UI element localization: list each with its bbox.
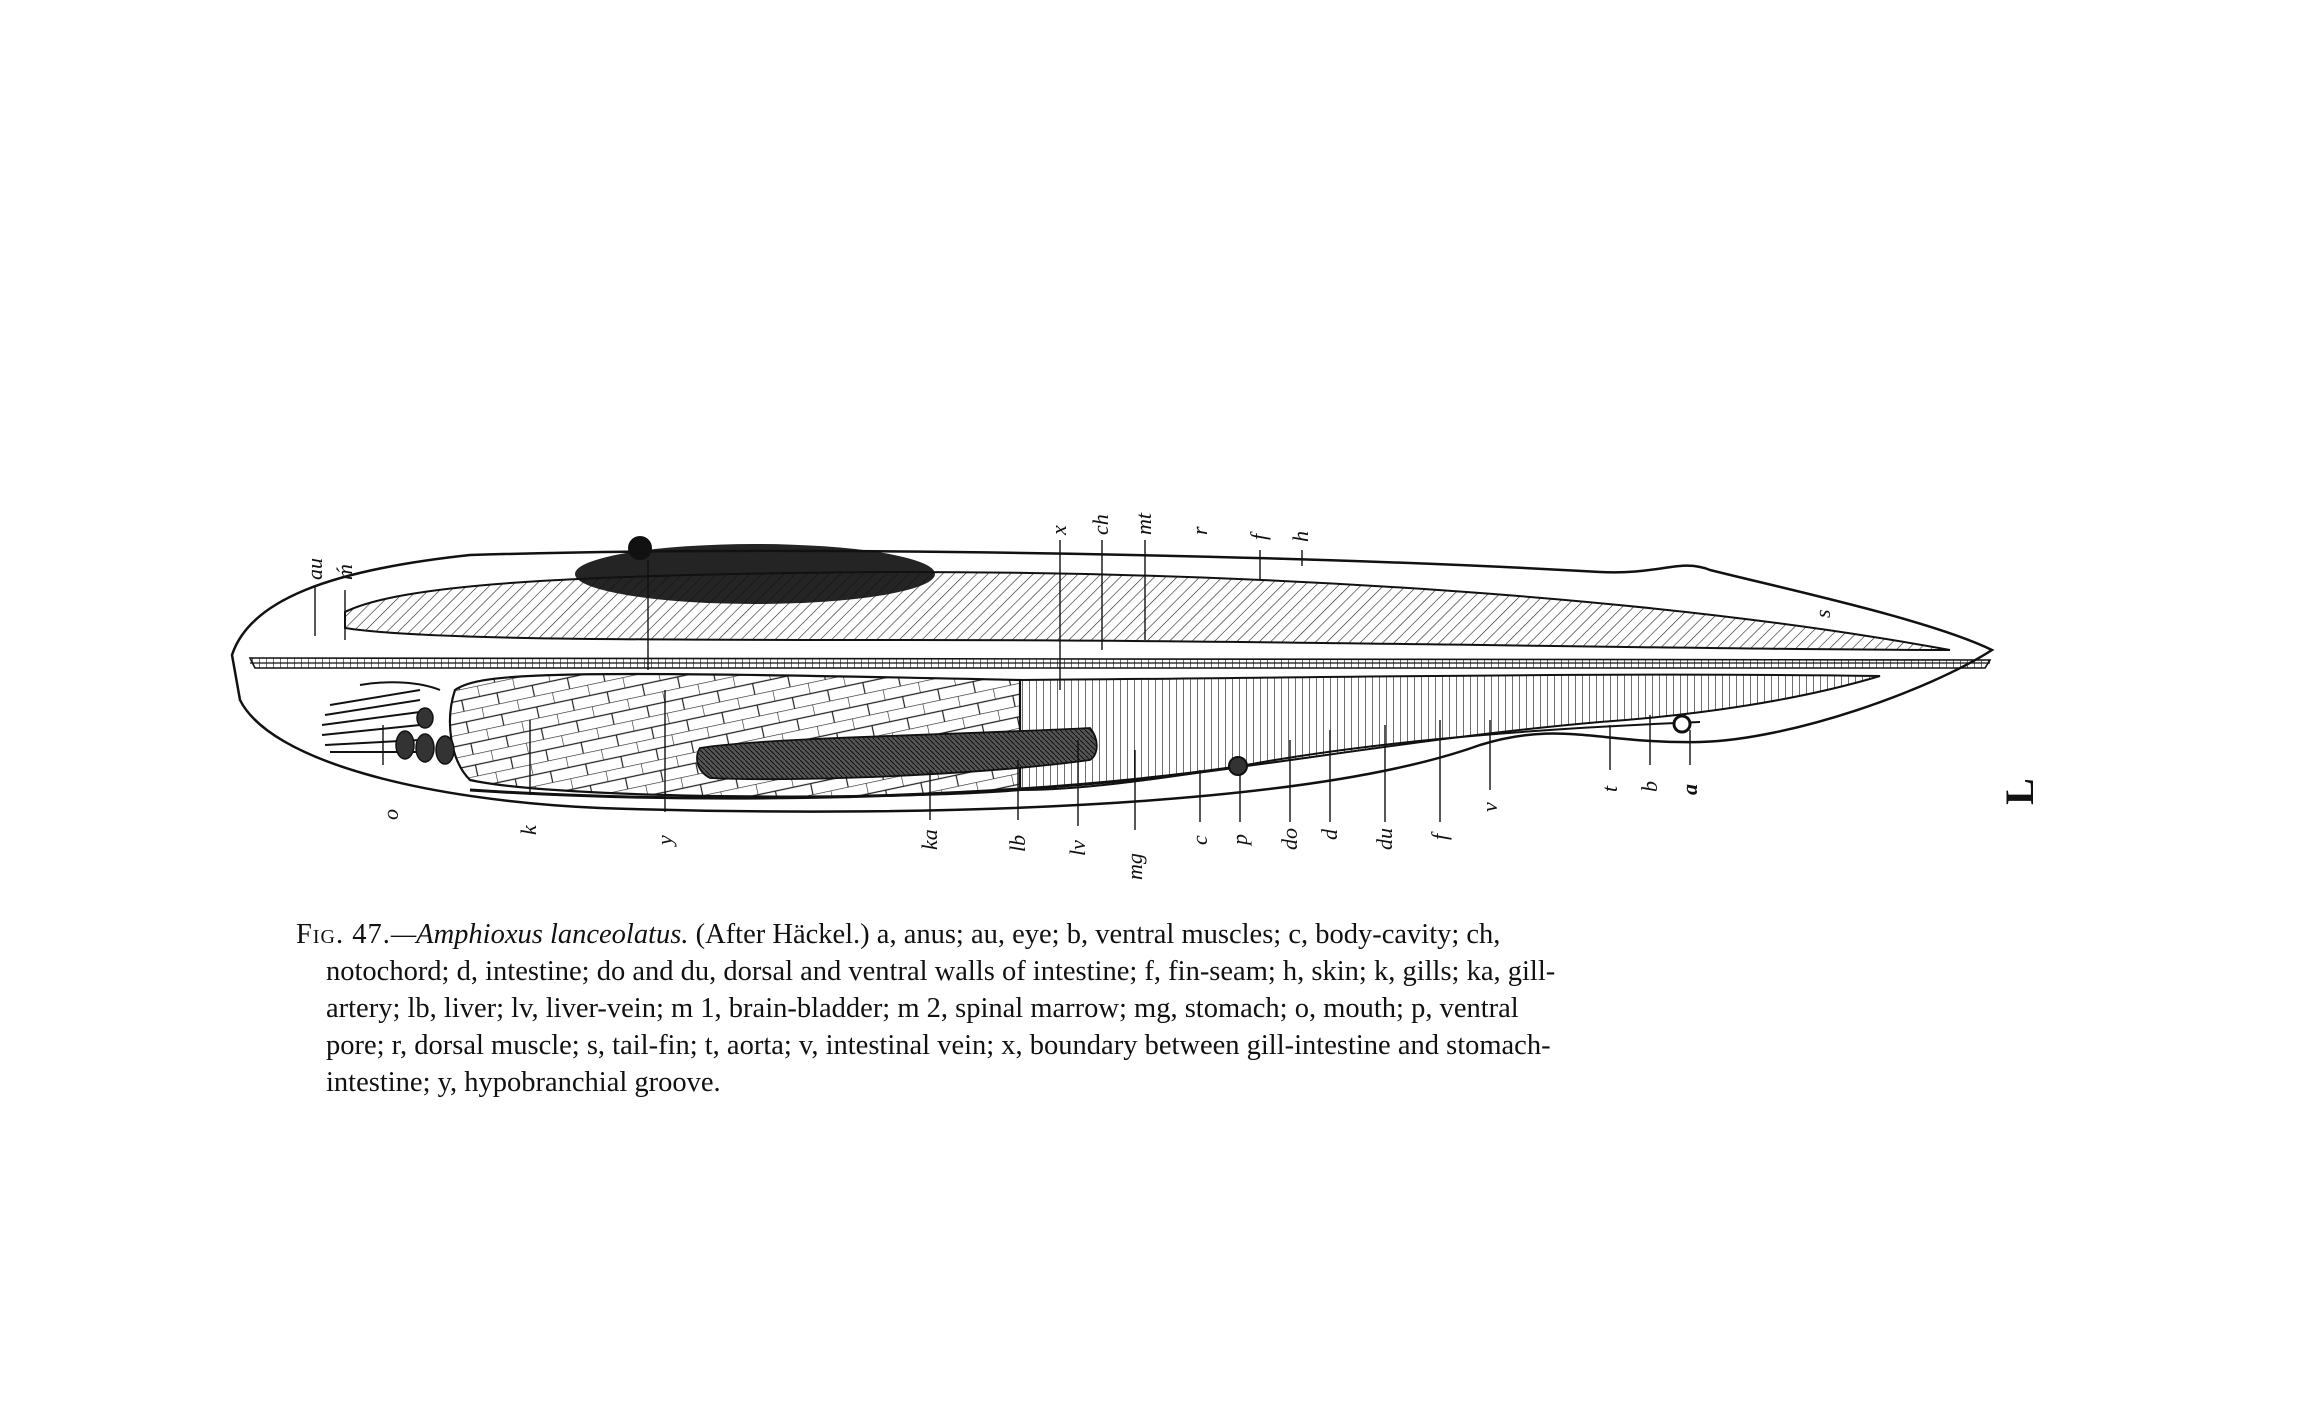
- label-r: r: [1187, 526, 1212, 535]
- figure-caption: [296, 916, 1916, 1101]
- label-p: p: [1227, 834, 1252, 845]
- label-v: v: [1477, 802, 1502, 812]
- label-k: k: [516, 825, 541, 835]
- label-mg: mg: [1122, 853, 1147, 880]
- label-m1: ḿ: [332, 564, 357, 580]
- label-o: o: [378, 809, 403, 820]
- label-f-top: f: [1246, 533, 1271, 540]
- label-lb: lb: [1005, 834, 1030, 852]
- ink-blot-top: [628, 536, 652, 560]
- caption-line-4: pore; r, dorsal muscle; s, tail-fin; t, aorta; v, intestinal vein; x, boundary between gill-intestine and stomach-: [326, 1030, 1551, 1061]
- label-x: x: [1046, 525, 1071, 535]
- after-credit: (After Häckel.): [688, 919, 877, 950]
- caption-line-3: artery; lb, liver; lv, liver-vein; m 1, brain-bladder; m 2, spinal marrow; mg, stomach; o, mouth; p, ventral: [326, 993, 1519, 1024]
- label-ka: ka: [917, 829, 942, 850]
- label-t: t: [1597, 785, 1622, 792]
- label-a: a: [1677, 784, 1702, 795]
- caption-line-5: intestine; y, hypobranchial groove.: [326, 1067, 721, 1098]
- caption-text-1: a, anus; au, eye; b, ventral muscles; c, body-cavity; ch,: [876, 919, 1501, 950]
- figure-number: Fig. 47.: [296, 919, 391, 950]
- label-h: h: [1288, 531, 1313, 542]
- gill-slits: [396, 708, 454, 764]
- species-name: —Amphioxus lanceolatus.: [390, 919, 689, 950]
- label-b: b: [1637, 781, 1662, 792]
- label-au: au: [302, 558, 327, 580]
- intestine: [1020, 675, 1880, 790]
- plate-mark: L: [1996, 778, 2042, 805]
- label-du: du: [1372, 828, 1397, 850]
- label-lv: lv: [1065, 840, 1090, 856]
- label-d: d: [1317, 829, 1342, 840]
- label-mt: mt: [1131, 513, 1156, 535]
- caption-line-1: [296, 916, 1916, 953]
- label-c: c: [1187, 835, 1212, 845]
- label-f-bottom: f: [1427, 833, 1452, 840]
- caption-line-2: notochord; d, intestine; do and du, dorsal and ventral walls of intestine; f, fin-seam; h, skin; k, gills; ka, gill-: [326, 956, 1556, 987]
- label-y: y: [652, 835, 677, 845]
- label-s: s: [1810, 609, 1835, 618]
- ink-blot: [575, 544, 935, 604]
- label-do: do: [1277, 828, 1302, 850]
- label-ch: ch: [1088, 514, 1113, 535]
